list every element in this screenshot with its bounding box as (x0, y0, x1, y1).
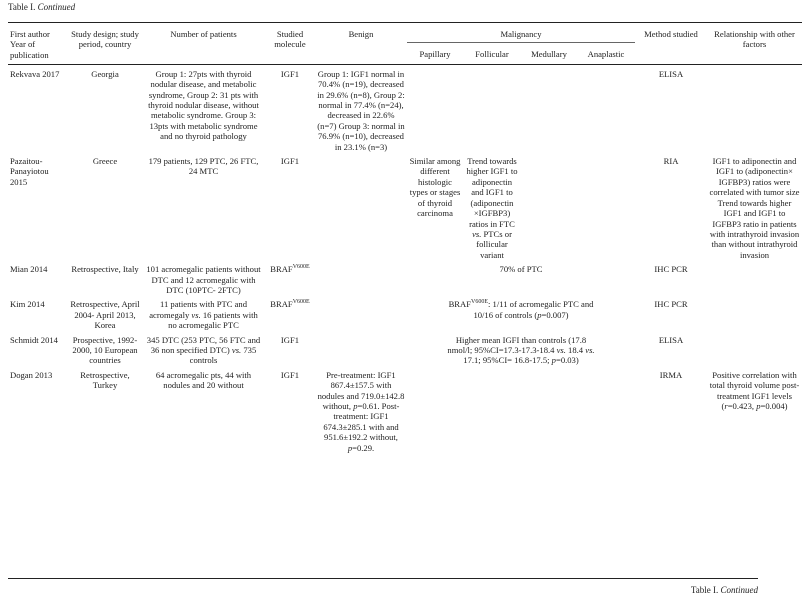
table-row (8, 152, 802, 260)
col-malignancy: Malignancy (407, 23, 635, 43)
cell-design: Greece (92, 156, 118, 167)
table-row (8, 64, 802, 152)
cell-patients: 101 acromegalic patients without DTC and 12 acromegalic with DTC (10PTC- 2FTC) (146, 264, 261, 295)
caption-label: Table I. (8, 2, 36, 12)
cell-patients: 11 patients with PTC and acromegaly vs. 16 patients with no acromegalic PTC (149, 299, 258, 331)
cell-patients: 64 acromegalic pts, 44 with nodules and 20 without (155, 369, 252, 391)
cell-author: Mian 2014 (10, 264, 48, 275)
cell-benign: Pre-treatment: IGF1 867.4±157.5 with nodules and 719.0±142.8 without, p=0.61. Post-treatment: IGF1 674.3±285.1 with and 951.6±192.2 without, p=0.29. (317, 369, 405, 453)
col-benign: Benign (348, 29, 374, 39)
col-relationship: Relationship with other factors (714, 29, 795, 50)
col-molecule: Studied molecule (274, 29, 306, 50)
cell-design: Georgia (91, 68, 119, 79)
table-row (8, 295, 802, 330)
cell-molecule: $BRAF^{V600E}$ (270, 299, 310, 310)
cell-molecule: IGF1 (280, 334, 300, 345)
cell-design: Retrospective, Italy (71, 264, 139, 275)
cell-author: Rekvava 2017 (10, 68, 60, 79)
col-patients: Number of patients (170, 29, 237, 39)
col-author: First author Year of publication (10, 29, 50, 60)
cell-method: IRMA (659, 369, 683, 380)
cell-design: Retrospective, Turkey (80, 369, 130, 391)
cell-benign: Group 1: IGF1 normal in 70.4% (n=19), decreased in 29.6% (n=8), Group 2: normal in 77.4% (n=24), decreased in 22.6% (n=7) Group 3: normal in 76.9% (n=10), decreased in 23.1% (n=3) (317, 68, 405, 152)
cell-author: Kim 2014 (10, 299, 45, 310)
cell-author: Schmidt 2014 (10, 334, 58, 345)
caption-continued: Continued (37, 2, 76, 12)
cell-author: Dogan 2013 (10, 369, 53, 380)
cell-molecule: $BRAF^{V600E}$ (270, 264, 310, 275)
cell-patients: 345 DTC (253 PTC, 56 FTC and 36 non specified DTC) vs. 735 controls (146, 334, 261, 366)
cell-design: Prospective, 1992-2000, 10 European countries (72, 334, 138, 366)
cell-follicular: Trend towards higher IGF1 to adiponectin and IGF1 to (adiponectin ×IGFBP3) ratios in FTC vs. PTCs or follicular variant (466, 156, 518, 260)
col-anaplastic: Anaplastic (587, 49, 625, 60)
table-row (8, 366, 802, 453)
footer-continued: Continued (720, 585, 758, 595)
cell-malignancy: 70% of PTC (499, 264, 543, 275)
cell-molecule: IGF1 (280, 156, 300, 167)
table-footer (691, 585, 758, 595)
col-follicular: Follicular (475, 49, 509, 60)
table-caption (8, 2, 75, 12)
cell-design: Retrospective, April 2004- April 2013, Korea (70, 299, 140, 331)
footer-label: Table I. (690, 585, 719, 595)
cell-patients: 179 patients, 129 PTC, 26 FTC, 24 MTC (148, 156, 259, 177)
cell-method: RIA (663, 156, 679, 167)
table-row (8, 260, 802, 295)
cell-patients: Group 1: 27pts with thyroid nodular disease, and metabolic syndrome, Group 2: 31 pts with thyroid nodular disease, without metabolic syndrome. Group 3: 13pts with metabolic syndrome and no thyroid pathology (148, 68, 259, 142)
col-design: Study design; study period, country (71, 29, 139, 50)
cell-relationship: IGF1 to adiponectin and IGF1 to (adiponectin× IGFBP3) ratios were correlated with tumor size Trend towards higher IGF1 and IGF1 to IGFBP3 ratio in patients with intrathyroid invasion than without intrathyroid invasion (709, 156, 800, 260)
table-bottom-rule (8, 578, 758, 579)
cell-method: ELISA (658, 334, 684, 345)
cell-malignancy: $BRAF^{V600E}$: 1/11 of acromegalic PTC and 10/16 of controls (p=0.007) (448, 299, 594, 320)
cell-molecule: IGF1 (280, 68, 300, 79)
cell-relationship: Positive correlation with total thyroid volume post-treatment IGF1 levels (r=0.423, p=0.004) (709, 369, 800, 411)
table-row (8, 331, 802, 366)
cell-author: Pazaitou-Panayiotou 2015 (10, 156, 49, 187)
cell-method: IHC PCR (654, 299, 688, 310)
cell-molecule: IGF1 (280, 369, 300, 380)
col-method: Method studied (644, 29, 698, 39)
cell-method: IHC PCR (654, 264, 688, 275)
col-papillary: Papillary (419, 49, 451, 60)
cell-papillary: Similar among different histologic types or stages of thyroid carcinoma (409, 156, 461, 219)
results-table (8, 22, 802, 453)
col-medullary: Medullary (531, 49, 567, 60)
cell-malignancy: Higher mean IGFI than controls (17.8 nmol/l; 95%CI=17.3-17.3-18.4 vs. 18.4 vs. 17.1; 95%CI= 16.8-17.5; p=0.03) (447, 334, 595, 366)
cell-method: ELISA (658, 68, 684, 79)
